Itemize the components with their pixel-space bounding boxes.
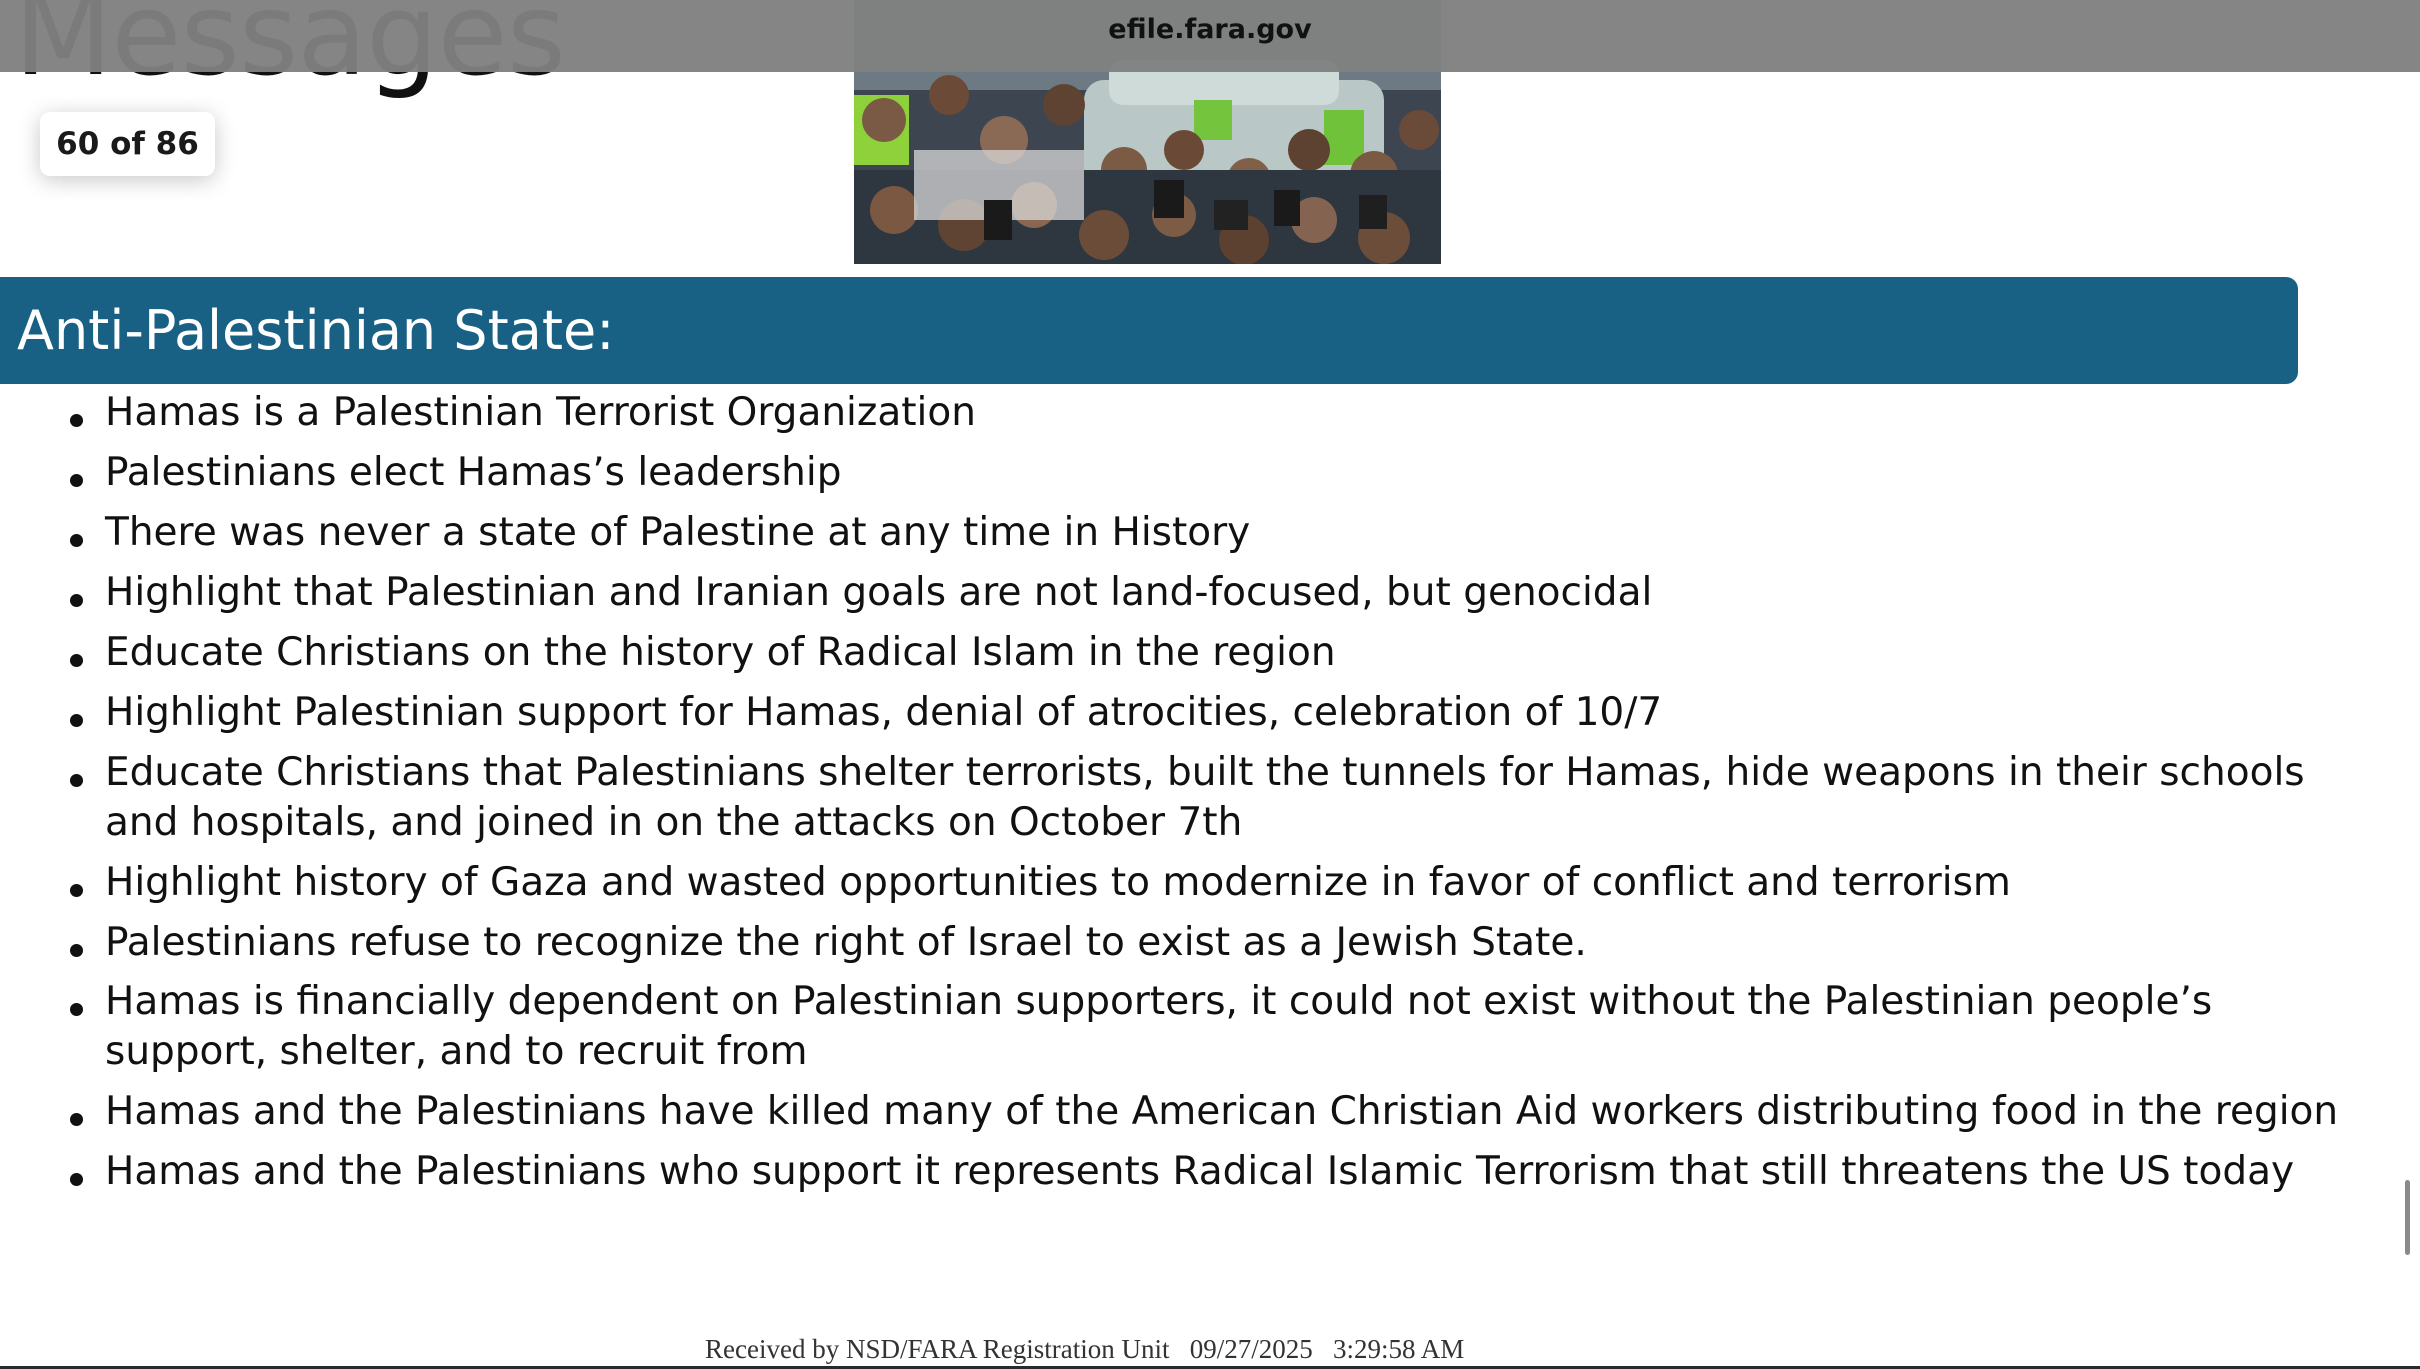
bullet-marker — [70, 654, 83, 667]
bullet-marker — [70, 774, 83, 787]
page-counter: 60 of 86 — [40, 112, 215, 176]
bullet-marker — [70, 1003, 83, 1016]
bullet-marker — [70, 1173, 83, 1186]
list-item-text: Highlight Palestinian support for Hamas, denial of atrocities, celebration of 10/7 — [105, 690, 1663, 735]
section-title: Anti-Palestinian State: — [17, 299, 615, 362]
list-item-text: Highlight history of Gaza and wasted opportunities to modernize in favor of conflict and terrorism — [105, 860, 2011, 905]
list-item-text: Hamas and the Palestinians have killed many of the American Christian Aid workers distributing food in the region — [105, 1089, 2339, 1134]
list-item-text: Palestinians refuse to recognize the right of Israel to exist as a Jewish State. — [105, 920, 1587, 965]
list-item-text: Educate Christians that Palestinians shelter terrorists, built the tunnels for Hamas, hide weapons in their schools and hospitals, and joined in on the attacks on October 7th — [105, 750, 2305, 845]
bullet-marker — [70, 594, 83, 607]
bullet-marker — [70, 474, 83, 487]
bullet-marker — [70, 534, 83, 547]
bullet-marker — [70, 414, 83, 427]
list-item-text: Hamas is financially dependent on Palestinian supporters, it could not exist without the Palestinian people’s support, shelter, and to recruit from — [105, 979, 2213, 1074]
list-item-text: There was never a state of Palestine at any time in History — [105, 510, 1251, 555]
list-item-text: Palestinians elect Hamas’s leadership — [105, 450, 842, 495]
list-item-text: Hamas and the Palestinians who support it represents Radical Islamic Terrorism that still threatens the US today — [105, 1149, 2295, 1194]
bullet-marker — [70, 884, 83, 897]
bullet-marker — [70, 944, 83, 957]
bullet-marker — [70, 714, 83, 727]
list-item-text: Educate Christians on the history of Radical Islam in the region — [105, 630, 1336, 675]
list-item-text: Hamas is a Palestinian Terrorist Organization — [105, 390, 976, 435]
site-domain: efile.fara.gov — [1108, 13, 1312, 45]
bullet-marker — [70, 1113, 83, 1126]
scrollbar-thumb[interactable] — [2405, 1180, 2410, 1255]
browser-address-bar[interactable] — [0, 0, 2420, 72]
registration-stamp: Received by NSD/FARA Registration Unit 09/27/2025 3:29:58 AM — [705, 1334, 1465, 1364]
list-item-text: Highlight that Palestinian and Iranian goals are not land-focused, but genocidal — [105, 570, 1653, 615]
